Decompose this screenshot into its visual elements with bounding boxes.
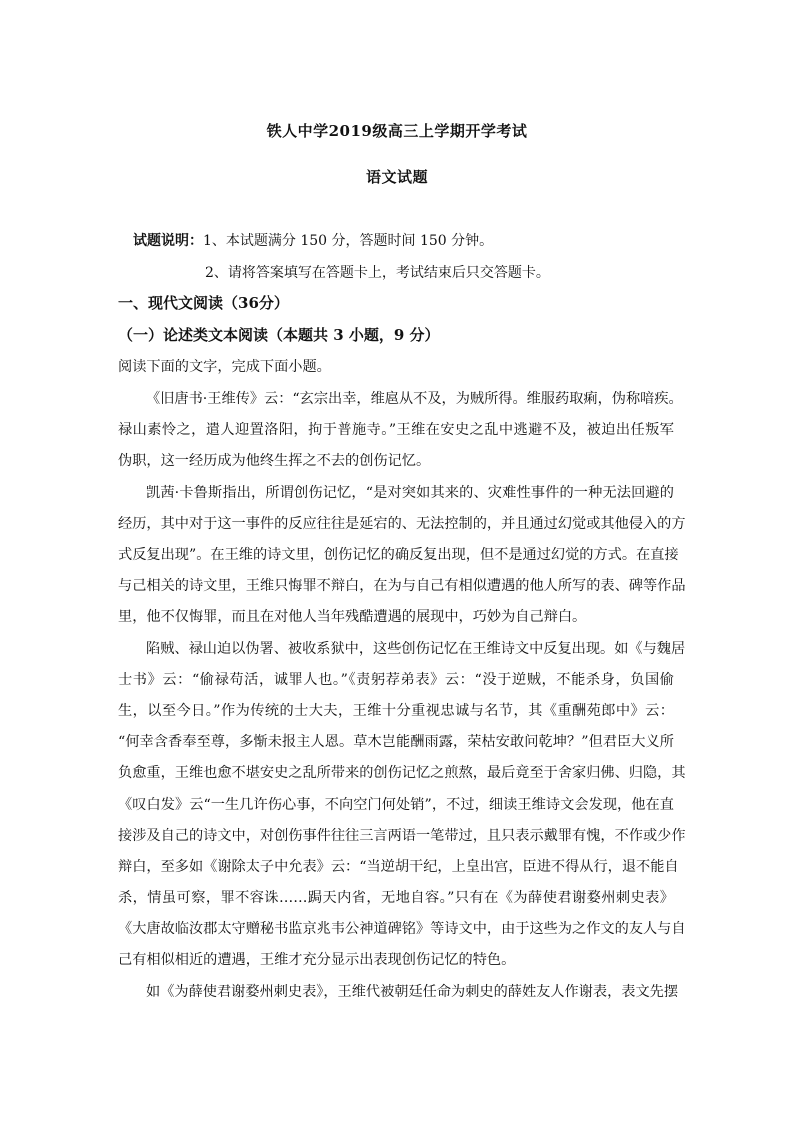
instructions-item-1: 1、本试题满分 150 分，答题时间 150 分钟。: [203, 233, 494, 249]
subject-title: 语文试题: [365, 168, 428, 186]
passage-line: 经历，其中对于这一事件的反应往往是延宕的、无法控制的，并且通过幻觉或其他侵入的方: [118, 516, 686, 532]
passage-line: 己有相似相近的遭遇，王维才充分显示出表现创伤记忆的特色。: [118, 952, 516, 968]
school-exam-title: 铁人中学2019级高三上学期开学考试: [266, 122, 528, 140]
passage-line: 杀，情虽可察，罪不容诛……跼天内省，无地自容。”只有在《为薛使君谢婺州刺史表》: [118, 890, 674, 906]
passage-line: 陷贼、禄山迫以伪署、被收系狱中，这些创伤记忆在王维诗文中反复出现。如《与魏居: [146, 641, 686, 657]
passage-line: 生，以至今日。”作为传统的士大夫，王维十分重视忠诚与名节，其《重酬苑郎中》云：: [118, 703, 674, 719]
passage-line: 如《为薛使君谢婺州刺史表》，王维代被朝廷任命为刺史的薛姓友人作谢表，表文先摆: [146, 984, 679, 1000]
passage-line: 《旧唐书·王维传》云：“玄宗出幸，维扈从不及，为贼所得。维服药取痢，伪称喑疾。: [146, 391, 683, 407]
passage-line: 禄山素怜之，遣人迎置洛阳，拘于普施寺。”王维在安史之乱中逃避不及，被迫出任叛军: [118, 422, 674, 438]
passage-line: 伪职，这一经历成为他终生挥之不去的创伤记忆。: [118, 453, 431, 469]
passage-line: 《叹白发》云“一生几许伤心事，不向空门何处销”，不过，细读王维诗文会发现，他在直: [118, 797, 674, 813]
subsection-heading: （一）论述类文本阅读（本题共 3 小题，9 分）: [118, 326, 440, 344]
passage-line: 辩白，至多如《谢除太子中允表》云：“当逆胡干纪，上皇出宫，臣进不得从行，退不能自: [118, 859, 679, 875]
passage-line: 士书》云：“偷禄苟活，诚罪人也。”《责躬荐弟表》云：“没于逆贼，不能杀身，负国偷: [118, 672, 674, 688]
instructions-label: 试题说明：: [133, 233, 203, 249]
section-heading: 一、现代文阅读（36分）: [118, 294, 289, 312]
passage-line: 里，他不仅悔罪，而且在对他人当年残酷遭遇的展现中，巧妙为自己辩白。: [118, 609, 587, 625]
passage-line: 《大唐故临汝郡太守赠秘书监京兆韦公神道碑铭》等诗文中，由于这些为之作文的友人与自: [118, 921, 686, 937]
passage-line: “何幸含香奉至尊，多惭未报主人恩。草木岂能酬雨露，荣枯安敢问乾坤？”但君臣大义所: [118, 734, 674, 750]
passage-line: 凯茜·卡鲁斯指出，所谓创伤记忆，“是对突如其来的、灾难性事件的一种无法回避的: [146, 485, 674, 501]
passage-line: 接涉及自己的诗文中，对创伤事件往往三言两语一笔带过，且只表示戴罪有愧，不作或少作: [118, 828, 686, 844]
reading-prompt: 阅读下面的文字，完成下面小题。: [118, 359, 331, 375]
passage-line: 式反复出现”。在王维的诗文里，创伤记忆的确反复出现，但不是通过幻觉的方式。在直接: [118, 547, 679, 563]
instructions-item-2: 2、请将答案填写在答题卡上，考试结束后只交答题卡。: [205, 265, 550, 281]
instructions-line-1: [133, 230, 493, 250]
passage-line: 与己相关的诗文里，王维只悔罪不辩白，在为与自己有相似遭遇的他人所写的表、碑等作品: [118, 578, 686, 594]
passage-line: 负愈重，王维也愈不堪安史之乱所带来的创伤记忆之煎熬，最后竟至于舍家归佛、归隐，其: [118, 765, 686, 781]
